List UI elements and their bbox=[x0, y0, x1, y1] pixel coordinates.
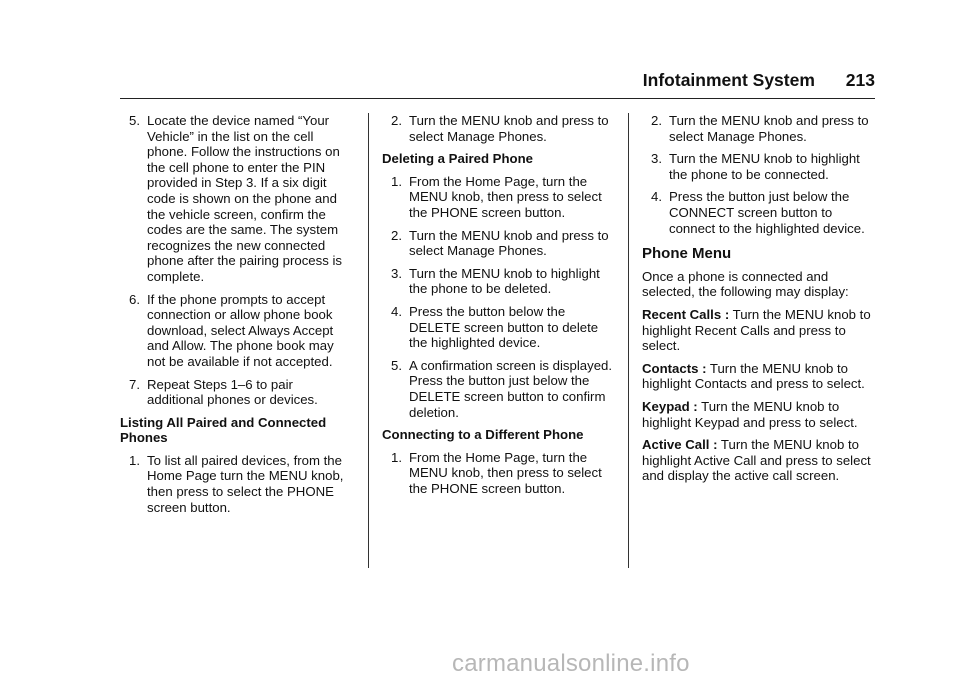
list-item bbox=[120, 292, 352, 370]
column-2 bbox=[382, 113, 616, 503]
step-number: 4. bbox=[651, 189, 662, 205]
list-item bbox=[642, 151, 876, 182]
step-number: 6. bbox=[129, 291, 140, 307]
section-title: Infotainment System bbox=[642, 70, 815, 90]
column-3 bbox=[642, 113, 876, 491]
phone-menu-intro: Once a phone is connected and selected, the following may display: bbox=[642, 268, 849, 300]
list-item bbox=[382, 174, 616, 221]
definition-item bbox=[642, 361, 876, 392]
step-number: 3. bbox=[651, 151, 662, 167]
list-item bbox=[120, 377, 352, 408]
list-item bbox=[382, 304, 616, 351]
definition-term: Contacts : bbox=[642, 360, 707, 376]
step-number: 2. bbox=[651, 113, 662, 128]
header-rule bbox=[120, 98, 875, 99]
step-text: Turn the MENU knob to highlight the phone to be connected. bbox=[669, 151, 860, 182]
step-number: 2. bbox=[391, 227, 402, 243]
deleting-heading: Deleting a Paired Phone bbox=[382, 151, 533, 167]
step-number: 4. bbox=[391, 303, 402, 319]
step-text: Locate the device named “Your Vehicle” in the list on the cell phone. Follow the instructions on the cell phone to enter the PIN provided in Step 3. If a six digit code is shown on the phone and the vehicle screen, confirm the codes are the same. The system recognizes the new connected phone after the pairing process is complete. bbox=[147, 113, 342, 284]
list-item bbox=[642, 189, 876, 236]
step-number: 5. bbox=[391, 357, 402, 373]
watermark: carmanualsonline.info bbox=[452, 650, 690, 677]
step-text: Press the button just below the CONNECT screen button to connect to the highlighted device. bbox=[669, 189, 865, 236]
column-1 bbox=[120, 113, 352, 522]
step-text: From the Home Page, turn the MENU knob, then press to select the PHONE screen button. bbox=[409, 449, 602, 496]
list-item bbox=[382, 266, 616, 297]
definition-text: Turn the MENU knob to highlight Keypad and press to select. bbox=[642, 398, 858, 430]
step-text: To list all paired devices, from the Home Page turn the MENU knob, then press to select the PHONE screen button. bbox=[147, 452, 344, 515]
step-text: Repeat Steps 1–6 to pair additional phones or devices. bbox=[147, 376, 318, 408]
list-item bbox=[382, 113, 616, 144]
definition-term: Keypad : bbox=[642, 398, 698, 414]
step-text: A confirmation screen is displayed. Press the button just below the DELETE screen button to confirm deletion. bbox=[409, 357, 613, 420]
step-number: 2. bbox=[391, 113, 402, 128]
step-text: Turn the MENU knob and press to select Manage Phones. bbox=[409, 227, 609, 259]
step-number: 1. bbox=[391, 173, 402, 189]
step-number: 1. bbox=[129, 452, 140, 468]
list-item bbox=[120, 113, 352, 285]
step-text: Turn the MENU knob to highlight the phone to be deleted. bbox=[409, 265, 600, 297]
page-number: 213 bbox=[845, 70, 875, 90]
definition-item bbox=[642, 399, 876, 430]
definition-item bbox=[642, 307, 876, 354]
list-item bbox=[382, 450, 616, 497]
step-text: Turn the MENU knob and press to select Manage Phones. bbox=[409, 113, 609, 144]
list-item bbox=[120, 453, 352, 515]
definition-term: Recent Calls : bbox=[642, 306, 730, 322]
step-text: Press the button below the DELETE screen button to delete the highlighted device. bbox=[409, 303, 599, 351]
definition-item bbox=[642, 437, 876, 484]
listing-heading: Listing All Paired and Connected Phones bbox=[120, 414, 327, 446]
definition-text: Turn the MENU knob to highlight Recent Calls and press to select. bbox=[642, 306, 871, 354]
step-text: Turn the MENU knob and press to select Manage Phones. bbox=[669, 113, 869, 144]
step-text: From the Home Page, turn the MENU knob, then press to select the PHONE screen button. bbox=[409, 173, 602, 220]
connecting-heading: Connecting to a Different Phone bbox=[382, 427, 584, 443]
list-item bbox=[642, 113, 876, 144]
page-header bbox=[120, 70, 875, 92]
list-item bbox=[382, 358, 616, 420]
list-item bbox=[382, 228, 616, 259]
step-text: If the phone prompts to accept connection or allow phone book download, select Always Accept and Allow. The phone book may not be available if not accepted. bbox=[147, 291, 334, 369]
definition-text: Turn the MENU knob to highlight Contacts and press to select. bbox=[642, 360, 865, 392]
column-divider bbox=[628, 113, 629, 568]
step-number: 5. bbox=[129, 113, 140, 128]
phone-menu-heading: Phone Menu bbox=[642, 245, 732, 263]
step-number: 1. bbox=[391, 449, 402, 465]
definition-text: Turn the MENU knob to highlight Active Call and press to select and display the active call screen. bbox=[642, 437, 871, 484]
step-number: 3. bbox=[391, 265, 402, 281]
step-number: 7. bbox=[129, 376, 140, 392]
column-divider bbox=[368, 113, 369, 568]
definition-term: Active Call : bbox=[642, 437, 718, 453]
